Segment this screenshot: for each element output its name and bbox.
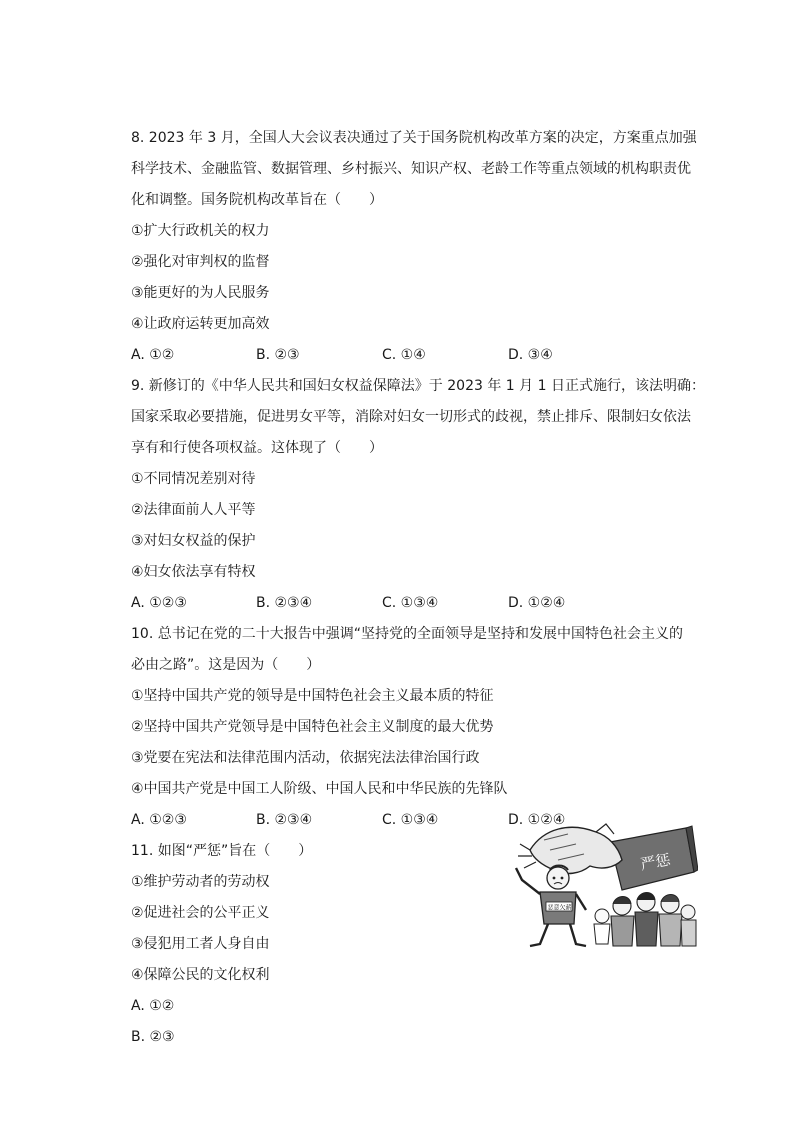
q10-option-d[interactable]: D. ①②④ [508, 812, 566, 828]
q11-item-1: ①维护劳动者的劳动权 [131, 874, 270, 890]
q8-stem-line-2: 科学技术、金融监管、数据管理、乡村振兴、知识产权、老龄工作等重点领域的机构职责优 [131, 161, 691, 177]
q8-option-c[interactable]: C. ①④ [382, 347, 426, 363]
q10-item-4: ④中国共产党是中国工人阶级、中国人民和中华民族的先锋队 [131, 781, 508, 797]
q8-option-b[interactable]: B. ②③ [256, 347, 300, 363]
q9-option-a[interactable]: A. ①②③ [131, 595, 187, 611]
q11-option-b[interactable]: B. ②③ [131, 1029, 175, 1045]
q9-stem-line-3: 享有和行使各项权益。这体现了（ ） [131, 440, 383, 456]
q10-option-a[interactable]: A. ①②③ [131, 812, 187, 828]
employer-figure [516, 866, 586, 947]
q8-item-4: ④让政府运转更加高效 [131, 316, 270, 332]
q10-stem-line-2: 必由之路”。这是因为（ ） [131, 657, 321, 673]
q9-item-3: ③对妇女权益的保护 [131, 533, 256, 549]
cartoon-illustration [510, 820, 698, 950]
q8-item-1: ①扩大行政机关的权力 [131, 223, 270, 239]
q9-item-4: ④妇女依法享有特权 [131, 564, 256, 580]
punish-sign [610, 826, 698, 890]
q8-item-3: ③能更好的为人民服务 [131, 285, 270, 301]
q9-item-1: ①不同情况差别对待 [131, 471, 256, 487]
q10-item-2: ②坚持中国共产党领导是中国特色社会主义制度的最大优势 [131, 719, 494, 735]
q9-option-d[interactable]: D. ①②④ [508, 595, 566, 611]
q10-stem-line-1: 10. 总书记在党的二十大报告中强调“坚持党的全面领导是坚持和发展中国特色社会主义的 [131, 626, 683, 642]
q10-option-c[interactable]: C. ①③④ [382, 812, 439, 828]
sign-text: 严惩 [639, 850, 672, 874]
q11-item-2: ②促进社会的公平正义 [131, 905, 270, 921]
q10-item-1: ①坚持中国共产党的领导是中国特色社会主义最本质的特征 [131, 688, 494, 704]
q10-item-3: ③党要在宪法和法律范围内活动，依据宪法法律治国行政 [131, 750, 480, 766]
badge-text: 恶意欠薪 [547, 904, 572, 912]
q9-option-c[interactable]: C. ①③④ [382, 595, 439, 611]
q11-item-3: ③侵犯用工者人身自由 [131, 936, 270, 952]
q9-item-2: ②法律面前人人平等 [131, 502, 256, 518]
q8-stem-line-3: 化和调整。国务院机构改革旨在（ ） [131, 192, 383, 208]
q8-option-d[interactable]: D. ③④ [508, 347, 553, 363]
q8-stem-line-1: 8. 2023 年 3 月，全国人大会议表决通过了关于国务院机构改革方案的决定，方案重点加强 [131, 130, 697, 146]
q11-stem-line-1: 11. 如图“严惩”旨在（ ） [131, 843, 313, 859]
q9-stem-line-1: 9. 新修订的《中华人民共和国妇女权益保障法》于 2023 年 1 月 1 日正式施行，该法明确： [131, 378, 705, 394]
giant-hand [518, 824, 622, 873]
q9-option-b[interactable]: B. ②③④ [256, 595, 313, 611]
q11-item-4: ④保障公民的文化权利 [131, 967, 270, 983]
q11-option-a[interactable]: A. ①② [131, 998, 175, 1014]
q8-option-a[interactable]: A. ①② [131, 347, 175, 363]
q10-option-b[interactable]: B. ②③④ [256, 812, 313, 828]
q9-stem-line-2: 国家采取必要措施，促进男女平等，消除对妇女一切形式的歧视，禁止排斥、限制妇女依法 [131, 409, 691, 425]
workers-group [594, 893, 696, 947]
q8-item-2: ②强化对审判权的监督 [131, 254, 270, 270]
